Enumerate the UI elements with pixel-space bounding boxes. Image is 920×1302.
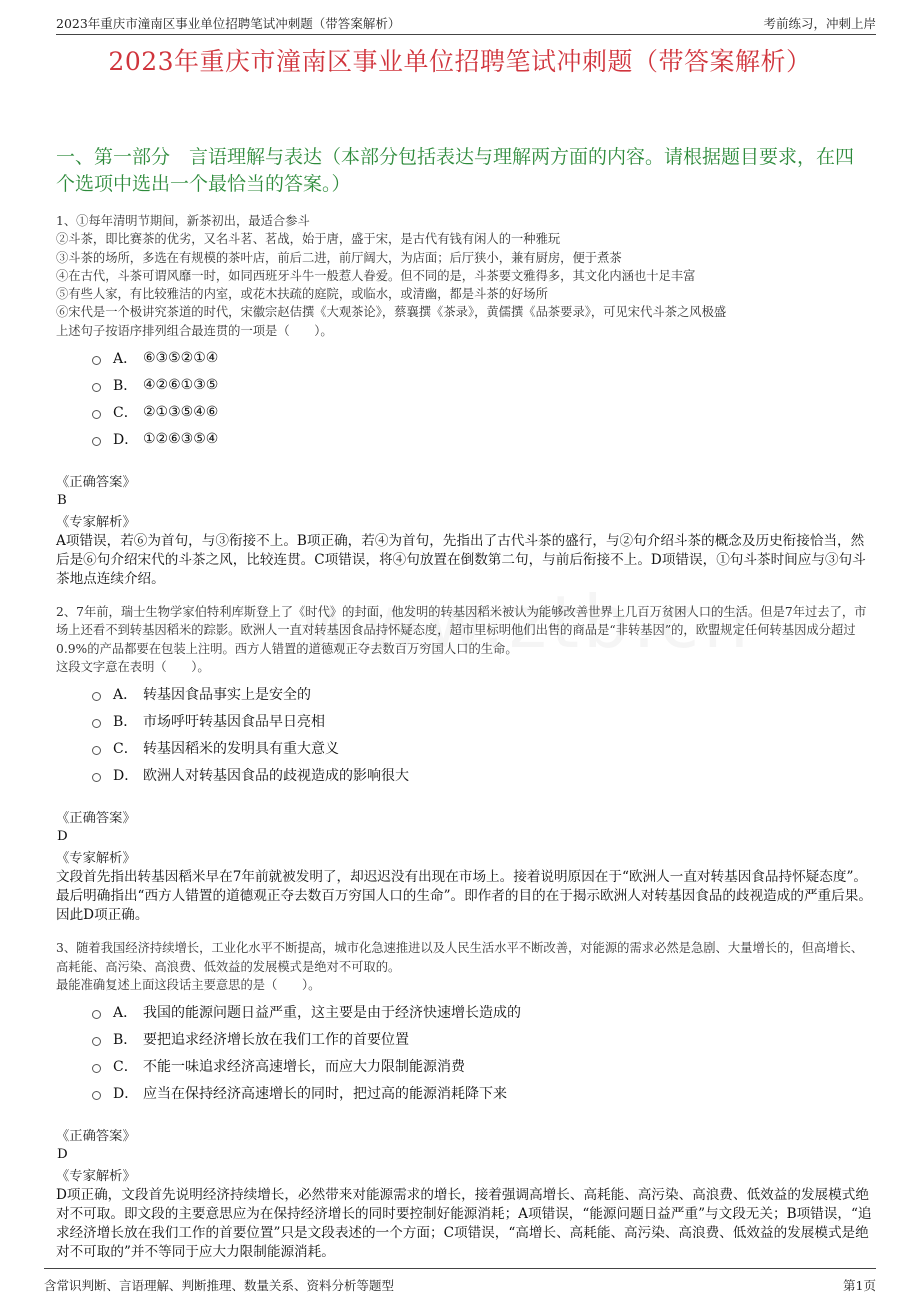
option-text: ⑥③⑤②①④ [143,349,219,366]
header-slogan: 考前练习，冲刺上岸 [763,16,876,31]
answer-label: 《正确答案》 [56,475,136,491]
answer-option[interactable] [92,398,872,425]
explanation-text: 文段首先指出转基因稻米早在7年前就被发明了，却迟迟没有出现在市场上。接着说明原因在于“欧洲人一直对转基因食品持怀疑态度”。最后明确指出“西方人错置的道德观正夺去数百万穷国人口的生命”。即作者的目的在于揭示欧洲人对转基因食品的歧视造成的严重后果。因此D项正确。 [56,869,872,924]
explanation-label: 《专家解析》 [56,1169,136,1185]
page-number: 第1页 [843,1278,876,1293]
radio-circle-icon[interactable] [92,1064,101,1073]
option-text: ④②⑥①③⑤ [143,376,219,393]
page-header [56,10,876,35]
question-block [56,212,872,589]
option-letter: D． [113,1085,139,1102]
option-letter: A． [113,1004,138,1021]
question-prompt: 最能准确复述上面这段话主要意思的是（ ）。 [56,977,321,992]
section-heading: 一、第一部分 言语理解与表达（本部分包括表达与理解两方面的内容。请根据题目要求，在四个选项中选出一个最恰当的答案。） [56,146,855,195]
explanation-label: 《专家解析》 [56,515,136,531]
footer-note: 含常识判断、言语理解、判断推理、数量关系、资料分析等题型 [44,1278,395,1293]
explanation-label: 《专家解析》 [56,851,136,867]
radio-circle-icon[interactable] [92,383,101,392]
answer-option[interactable] [92,998,872,1025]
option-list [92,680,872,788]
question-block [56,939,872,1262]
option-letter: C． [113,404,138,421]
option-text: 转基因食品事实上是安全的 [143,686,311,703]
radio-circle-icon[interactable] [92,410,101,419]
answer-option[interactable] [92,707,872,734]
header-doc-title: 2023年重庆市潼南区事业单位招聘笔试冲刺题（带答案解析） [56,16,401,31]
option-text: 欧洲人对转基因食品的歧视造成的影响很大 [143,767,409,784]
question-list [56,212,872,1276]
answer-option[interactable] [92,680,872,707]
answer-value: B [57,493,67,509]
radio-circle-icon[interactable] [92,1037,101,1046]
option-text: 应当在保持经济高速增长的同时，把过高的能源消耗降下来 [143,1085,507,1102]
question-text-line: 2、7年前，瑞士生物学家伯特利库斯登上了《时代》的封面，他发明的转基因稻米被认为能够改善世界上几百万贫困人口的生活。但是7年过去了，市场上还看不到转基因稻米的踪影。欧洲人一直对转基因食品持怀疑态度，超市里标明他们出售的商品是“非转基因”的，欧盟规定任何转基因成分超过0.9%的产品都要在包装上注明。西方人错置的道德观正夺去数百万穷国人口的生命。 [56,605,867,656]
option-text: ②①③⑤④⑥ [143,403,219,420]
option-letter: B． [113,1031,138,1048]
option-letter: B． [113,713,138,730]
option-letter: A． [113,350,138,367]
answer-label: 《正确答案》 [56,1129,136,1145]
option-text: 要把追求经济增长放在我们工作的首要位置 [143,1031,409,1048]
document-title: 2023年重庆市潼南区事业单位招聘笔试冲刺题（带答案解析） [108,47,812,76]
radio-circle-icon[interactable] [92,692,101,701]
radio-circle-icon[interactable] [92,719,101,728]
radio-circle-icon[interactable] [92,437,101,446]
answer-value: D [57,829,68,845]
radio-circle-icon[interactable] [92,773,101,782]
radio-circle-icon[interactable] [92,1091,101,1100]
option-letter: A． [113,686,138,703]
answer-option[interactable] [92,1079,872,1106]
question-prompt: 上述句子按语序排列组合最连贯的一项是（ ）。 [56,323,333,338]
question-block [56,603,872,925]
question-text-line: ③斗茶的场所，多选在有规模的茶叶店，前后二进，前厅阔大，为店面；后厅狭小，兼有厨房，便于煮茶 [56,250,622,265]
explanation-text: A项错误，若⑥为首句，与③衔接不上。B项正确，若④为首句，先指出了古代斗茶的盛行，与②句介绍斗茶的概念及历史衔接恰当，然后是⑥句介绍宋代的斗茶之风，比较连贯。C项错误，将④句放置在倒数第二句，与前后衔接不上。D项错误，①句斗茶时间应与③句斗茶地点连续介绍。 [56,533,866,588]
option-letter: C． [113,1058,138,1075]
radio-circle-icon[interactable] [92,1010,101,1019]
option-text: ①②⑥③⑤④ [143,430,219,447]
option-letter: D． [113,431,139,448]
option-text: 我国的能源问题日益严重，这主要是由于经济快速增长造成的 [143,1004,521,1021]
answer-option[interactable] [92,761,872,788]
answer-option[interactable] [92,1025,872,1052]
answer-value: D [57,1147,68,1163]
question-text-line: ④在古代，斗茶可谓风靡一时，如同西班牙斗牛一般惹人眷爱。但不同的是，斗茶要文雅得多，其文化内涵也十足丰富 [56,268,696,283]
option-letter: D． [113,767,139,784]
question-text-line: ②斗茶，即比赛茶的优劣，又名斗茗、茗战，始于唐，盛于宋，是古代有钱有闲人的一种雅玩 [56,232,561,247]
question-text-line: ⑥宋代是一个极讲究茶道的时代，宋徽宗赵佶撰《大观茶论》，蔡襄撰《茶录》，黄儒撰《品茶要录》，可见宋代斗茶之风极盛 [56,305,727,320]
question-text-line: 1、①每年清明节期间，新茶初出，最适合参斗 [56,214,310,228]
answer-option[interactable] [92,425,872,452]
option-letter: B． [113,377,138,394]
explanation-text: D项正确，文段首先说明经济持续增长，必然带来对能源需求的增长，接着强调高增长、高耗能、高污染、高浪费、低效益的发展模式绝对不可取。即文段的主要意思应为在保持经济增长的同时要控制好能源消耗；A项错误，“能源问题日益严重”与文段无关；B项错误，“追求经济增长放在我们工作的首要位置”只是文段表述的一个方面；C项错误，“高增长、高耗能、高污染、高浪费、低效益的发展模式是绝对不可取的”并不等同于应大力限制能源消耗。 [56,1187,872,1261]
answer-option[interactable] [92,734,872,761]
question-text-line: 3、随着我国经济持续增长，工业化水平不断提高，城市化急速推进以及人民生活水平不断改善，对能源的需求必然是急剧、大量增长的，但高增长、高耗能、高污染、高浪费、低效益的发展模式是绝对不可取的。 [56,941,864,974]
radio-circle-icon[interactable] [92,356,101,365]
option-list [92,344,872,452]
option-text: 市场呼吁转基因食品早日亮相 [143,713,325,730]
answer-option[interactable] [92,1052,872,1079]
answer-option[interactable] [92,371,872,398]
option-letter: C． [113,740,138,757]
page-footer [44,1268,876,1294]
question-text-line: ⑤有些人家，有比较雅洁的内室，或花木扶疏的庭院，或临水，或清幽，都是斗茶的好场所 [56,287,548,302]
option-text: 不能一味追求经济高速增长，而应大力限制能源消费 [143,1058,465,1075]
answer-label: 《正确答案》 [56,811,136,827]
radio-circle-icon[interactable] [92,746,101,755]
answer-option[interactable] [92,344,872,371]
option-text: 转基因稻米的发明具有重大意义 [143,740,339,757]
question-prompt: 这段文字意在表明（ ）。 [56,659,210,674]
option-list [92,998,872,1106]
